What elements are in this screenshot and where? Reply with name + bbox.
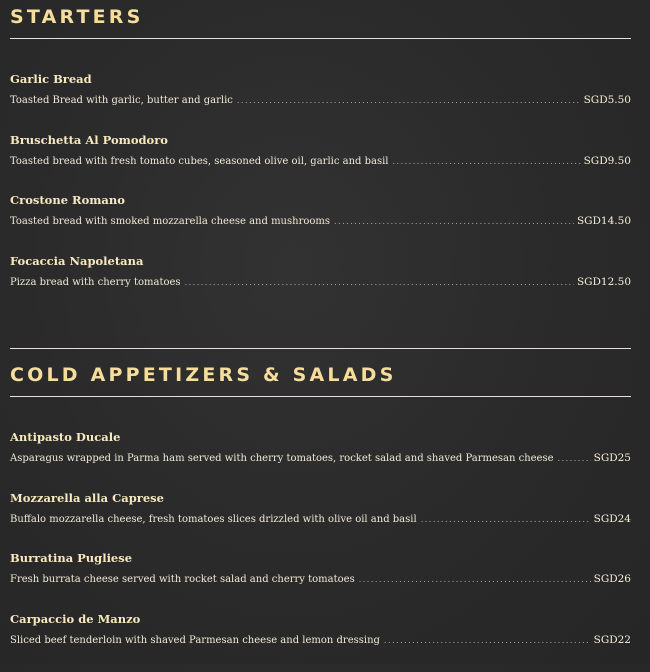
menu-item <box>10 491 631 552</box>
item-detail-line <box>10 276 631 289</box>
item-detail-line <box>10 215 631 228</box>
dot-leader <box>185 276 574 289</box>
item-price: SGD22 <box>594 634 631 647</box>
section-title-cold-appetizers: COLD APPETIZERS & SALADS <box>10 363 396 387</box>
dot-leader <box>237 94 581 107</box>
item-price: SGD14.50 <box>577 215 631 228</box>
menu-item <box>10 430 631 491</box>
dot-leader <box>421 513 591 526</box>
dot-leader <box>359 573 591 586</box>
section-title-starters: STARTERS <box>10 5 144 29</box>
item-description: Sliced beef tenderloin with shaved Parmesan cheese and lemon dressing <box>10 634 380 647</box>
starters-list <box>10 72 631 314</box>
menu-item <box>10 193 631 254</box>
item-detail-line <box>10 452 631 465</box>
item-name: Carpaccio de Manzo <box>10 612 140 626</box>
item-price: SGD26 <box>594 573 631 586</box>
item-detail-line <box>10 513 631 526</box>
item-price: SGD25 <box>594 452 631 465</box>
menu-item <box>10 72 631 133</box>
dot-leader <box>334 215 574 228</box>
item-name: Burratina Pugliese <box>10 551 132 565</box>
menu-item <box>10 254 631 315</box>
dot-leader <box>393 155 581 168</box>
item-detail-line <box>10 94 631 107</box>
item-description: Pizza bread with cherry tomatoes <box>10 276 181 289</box>
item-detail-line <box>10 155 631 168</box>
dot-leader <box>558 452 591 465</box>
item-price: SGD5.50 <box>584 94 631 107</box>
item-description: Asparagus wrapped in Parma ham served with cherry tomatoes, rocket salad and shaved Parmesan cheese <box>10 452 554 465</box>
menu-item <box>10 133 631 194</box>
item-price: SGD9.50 <box>584 155 631 168</box>
item-name: Mozzarella alla Caprese <box>10 491 164 505</box>
cold-appetizers-list <box>10 430 631 672</box>
item-price: SGD12.50 <box>577 276 631 289</box>
item-name: Crostone Romano <box>10 193 125 207</box>
section-divider <box>10 348 631 349</box>
item-description: Toasted Bread with garlic, butter and garlic <box>10 94 233 107</box>
item-price: SGD24 <box>594 513 631 526</box>
dot-leader <box>384 634 591 647</box>
item-description: Toasted bread with fresh tomato cubes, seasoned olive oil, garlic and basil <box>10 155 389 168</box>
section-divider <box>10 38 631 39</box>
item-detail-line <box>10 573 631 586</box>
menu-item <box>10 612 631 672</box>
item-name: Garlic Bread <box>10 72 92 86</box>
section-divider <box>10 396 631 397</box>
item-name: Focaccia Napoletana <box>10 254 143 268</box>
item-name: Antipasto Ducale <box>10 430 120 444</box>
item-name: Bruschetta Al Pomodoro <box>10 133 168 147</box>
item-description: Buffalo mozzarella cheese, fresh tomatoes slices drizzled with olive oil and basil <box>10 513 417 526</box>
item-detail-line <box>10 634 631 647</box>
item-description: Toasted bread with smoked mozzarella cheese and mushrooms <box>10 215 330 228</box>
item-description: Fresh burrata cheese served with rocket salad and cherry tomatoes <box>10 573 355 586</box>
menu-item <box>10 551 631 612</box>
